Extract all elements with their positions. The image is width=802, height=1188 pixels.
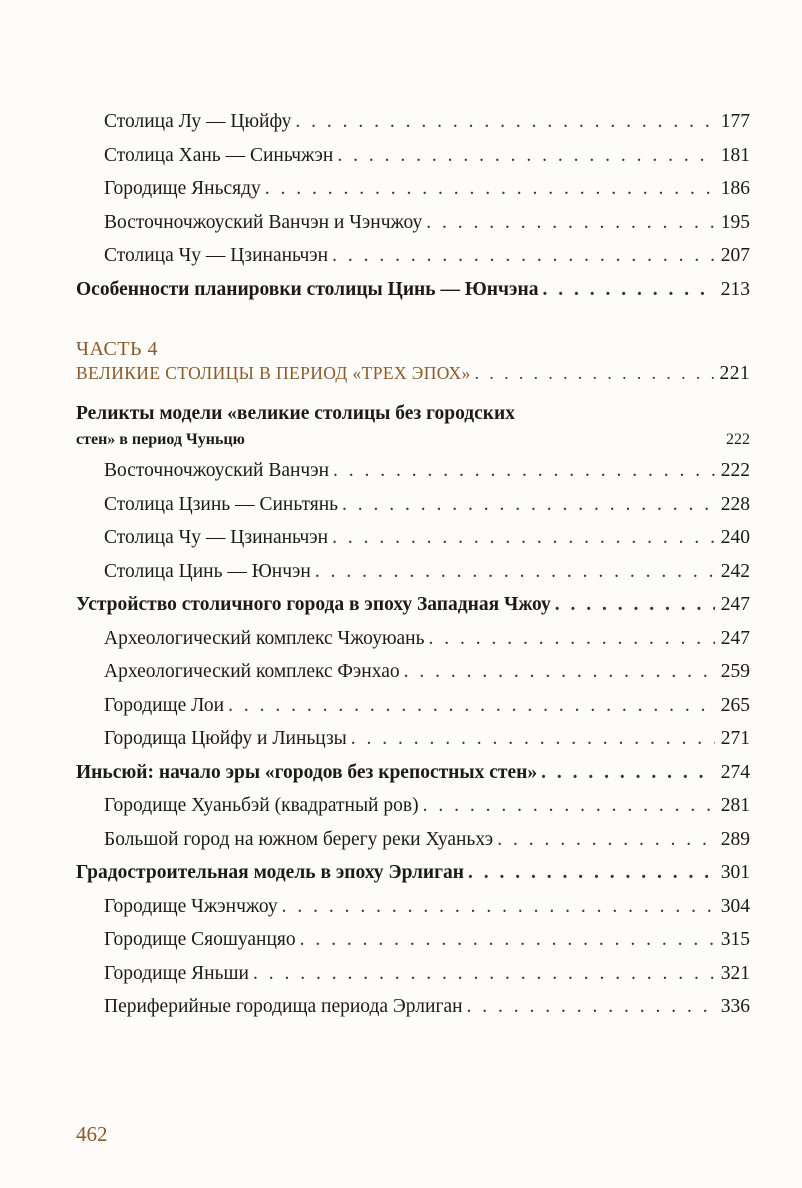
toc-entry[interactable] xyxy=(76,459,750,493)
toc-entry-page: 186 xyxy=(720,178,750,199)
toc-entry-title: Столица Чу — Цзинаньчэн xyxy=(104,527,329,548)
dot-leader xyxy=(333,459,715,483)
toc-entry-title: Устройство столичного города в эпоху Западная Чжоу xyxy=(76,594,551,615)
toc-entry-title: Столица Цинь — Юнчэн xyxy=(104,560,311,582)
page-number: 462 xyxy=(76,1122,108,1146)
dot-leader xyxy=(404,660,715,684)
toc-section-entry[interactable] xyxy=(76,761,750,795)
dot-leader xyxy=(475,361,714,385)
toc-entry[interactable] xyxy=(76,962,750,996)
dot-leader xyxy=(332,526,715,550)
toc-entry-page: 265 xyxy=(720,694,750,716)
dot-leader xyxy=(542,278,714,302)
toc-entry-title: Городище Чжэнчжоу xyxy=(104,895,278,917)
toc-entry[interactable] xyxy=(76,928,750,962)
toc-entry[interactable] xyxy=(76,211,750,245)
toc-section-entry[interactable] xyxy=(76,278,750,312)
toc-entry[interactable] xyxy=(76,627,750,661)
toc-entry-page: 304 xyxy=(720,895,750,917)
toc-entry-page: 228 xyxy=(720,493,750,515)
toc-entry-title: Периферийные городища периода Эрлиган xyxy=(104,996,463,1017)
dot-leader xyxy=(467,995,715,1019)
toc-entry-page: 281 xyxy=(720,795,750,816)
toc-entry-page: 336 xyxy=(720,996,750,1017)
toc-entry[interactable] xyxy=(76,244,750,278)
toc-section-entry[interactable] xyxy=(76,401,750,459)
toc-entry[interactable] xyxy=(76,493,750,527)
dot-leader xyxy=(332,244,715,268)
toc-entry-title: Городища Цюйфу и Линьцзы xyxy=(104,728,347,749)
toc-entry[interactable] xyxy=(76,560,750,594)
toc-entry[interactable] xyxy=(76,995,750,1029)
toc-entry-title-line2: стен» в период Чуньцю xyxy=(76,431,245,448)
part-title-entry[interactable] xyxy=(76,361,750,391)
part-title: ВЕЛИКИЕ СТОЛИЦЫ В ПЕРИОД «ТРЕХ ЭПОХ» xyxy=(76,363,471,383)
toc-entry-title: Столица Чу — Цзинаньчэн xyxy=(104,245,329,266)
toc-entry-page: 242 xyxy=(720,560,750,582)
toc-entry-title: Городище Яньсяду xyxy=(104,178,261,199)
toc-entry-page: 301 xyxy=(720,862,750,883)
toc-entry-page: 221 xyxy=(719,363,750,384)
dot-leader xyxy=(342,493,715,517)
toc-entry-title: Градостроительная модель в эпоху Эрлиган xyxy=(76,862,465,883)
toc-section-entry[interactable] xyxy=(76,593,750,627)
toc-entry-page: 274 xyxy=(720,761,750,783)
dot-leader xyxy=(429,627,715,651)
toc-entry-title: Столица Лу — Цюйфу xyxy=(104,111,292,132)
toc-entry-page: 213 xyxy=(720,278,750,300)
dot-leader xyxy=(228,694,715,718)
toc-entry-page: 181 xyxy=(720,144,750,166)
toc-entry-page: 289 xyxy=(720,828,750,850)
dot-leader xyxy=(541,761,715,785)
toc-entry-title: Археологический комплекс Чжоуюань xyxy=(104,627,425,649)
toc-entry[interactable] xyxy=(76,660,750,694)
part-label: ЧАСТЬ 4 xyxy=(76,338,158,360)
toc-section-entry[interactable] xyxy=(76,861,750,895)
toc-entry-page: 240 xyxy=(720,527,750,548)
toc-entry[interactable] xyxy=(76,526,750,560)
dot-leader xyxy=(426,211,715,235)
toc-entry[interactable] xyxy=(76,895,750,929)
toc-entry-page: 259 xyxy=(720,661,750,682)
toc-entry-title: Иньсюй: начало эры «городов без крепостных стен» xyxy=(76,761,538,783)
toc-entry[interactable] xyxy=(76,177,750,211)
dot-leader xyxy=(337,144,714,168)
dot-leader xyxy=(265,177,715,201)
toc-entry[interactable] xyxy=(76,144,750,178)
dot-leader xyxy=(300,928,715,952)
dot-leader xyxy=(497,828,715,852)
toc-entry-title: Восточночжоуский Ванчэн xyxy=(104,460,330,481)
dot-leader xyxy=(468,861,715,885)
toc-entry-page: 315 xyxy=(720,929,750,950)
toc-entry[interactable] xyxy=(76,110,750,144)
toc-entry-title: Городище Лои xyxy=(104,694,225,716)
dot-leader xyxy=(253,962,715,986)
dot-leader xyxy=(282,895,715,919)
toc-entry-title: Археологический комплекс Фэнхао xyxy=(104,661,400,682)
toc-entry-page: 222 xyxy=(720,460,750,481)
dot-leader xyxy=(555,593,715,617)
toc-entry-title: Особенности планировки столицы Цинь — Юнчэна xyxy=(76,278,539,300)
toc-entry-page: 247 xyxy=(720,594,750,615)
table-of-contents xyxy=(76,110,750,1029)
toc-entry-page: 222 xyxy=(726,431,750,448)
toc-entry[interactable] xyxy=(76,727,750,761)
toc-entry-title: Восточночжоуский Ванчэн и Чэнчжоу xyxy=(104,211,423,233)
toc-entry-page: 321 xyxy=(720,962,750,984)
toc-entry-title: Городище Сяошуанцяо xyxy=(104,929,296,950)
toc-entry-title: Большой город на южном берегу реки Хуаньхэ xyxy=(104,828,494,850)
toc-entry-title: Городище Хуаньбэй (квадратный ров) xyxy=(104,795,419,816)
dot-leader xyxy=(423,794,715,818)
dot-leader xyxy=(315,560,715,584)
toc-entry[interactable] xyxy=(76,694,750,728)
toc-entry[interactable] xyxy=(76,794,750,828)
toc-entry-page: 271 xyxy=(720,728,750,749)
toc-entry-title: Столица Цзинь — Синьтянь xyxy=(104,493,339,515)
toc-entry-page: 177 xyxy=(720,111,750,132)
toc-entry-title-line1: Реликты модели «великие столицы без городских xyxy=(76,403,516,424)
toc-entry-title: Городище Яньши xyxy=(104,962,249,984)
toc-entry-page: 195 xyxy=(720,211,750,233)
toc-entry-page: 207 xyxy=(720,245,750,266)
toc-entry[interactable] xyxy=(76,828,750,862)
toc-entry-page: 247 xyxy=(720,627,750,649)
toc-entry-title: Столица Хань — Синьчжэн xyxy=(104,144,334,166)
dot-leader xyxy=(351,727,715,751)
dot-leader xyxy=(295,110,714,134)
